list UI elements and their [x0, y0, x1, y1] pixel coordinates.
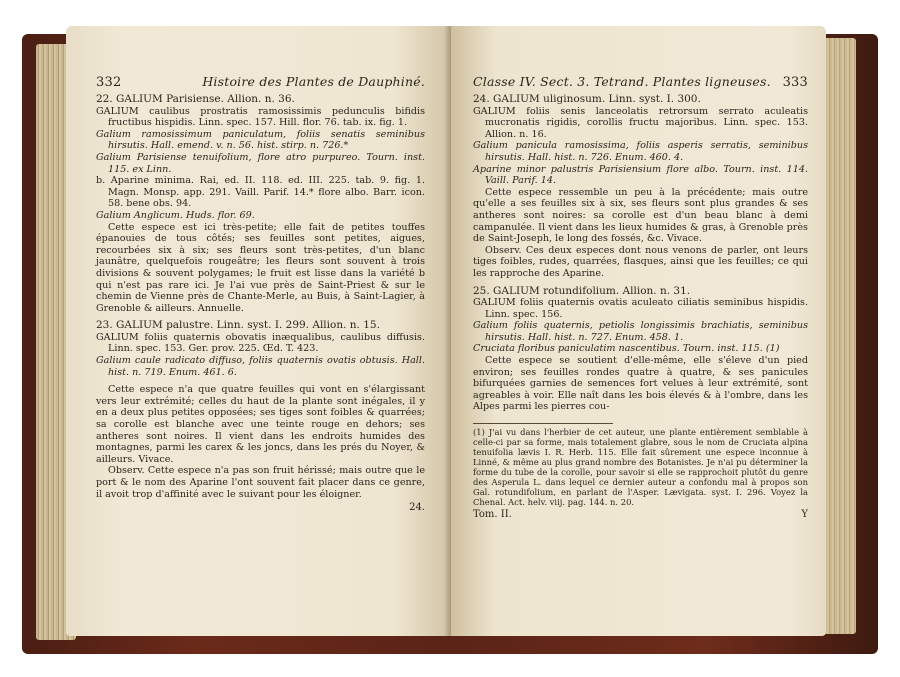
observation-paragraph: Observ. Ces deux especes dont nous venons de parler, ont leurs tiges foibles, rudes, quarrées, flasques, ainsi que les feuilles; ce qui les rapproche des Aparine. [473, 244, 808, 279]
entry-heading: 23. GALIUM palustre. Linn. syst. I. 299. Allion. n. 15. [96, 319, 380, 332]
signature-line [473, 509, 808, 521]
left-page-text [96, 94, 425, 514]
description-paragraph: Cette espece n'a que quatre feuilles qui vont en s'élargissant vers leur extrémité; celles du haut de la plante sont inégales, il y en a deux plus petites opposées; ses tiges sont foibles & quarrées; sa corolle est blanche avec une teinte rouge en dehors; ses antheres sont noires. Il vient dans les endroits humides des montagnes, parmi les carex & les joncs, dans les prés du Noyer, & ailleurs. Vivace. [96, 384, 425, 465]
synonym-line: Galium panicula ramosissima, foliis asperis serratis, seminibus hirsutis. Hall. hist. n. 726. Enum. 460. 4. [473, 140, 808, 163]
right-running-title: Classe IV. Sect. 3. Tetrand. Plantes ligneuses. [473, 74, 771, 89]
description-paragraph: Cette espece est ici très-petite; elle fait de petites touffes épanouies de tous côtés; ses feuilles sont petites, aigues, recourbées six à six; ses fleurs sont très-petites, d'un blanc jaunâtre, quelquefois rougeâtre; les fleurs sont souvent à trois divisions & souvent polygames; le fruit est lisse dans la variété b qui n'est pas rare ici. Je l'ai vue près de Saint-Priest & sur le chemin de Vienne près de Chante-Merle, au Buis, à Saint-Lagier, à Grenoble & ailleurs. Annuelle. [96, 221, 425, 314]
synonym-line: GALIUM foliis quaternis obovatis inæqualibus, caulibus diffusis. Linn. spec. 153. Ger. prov. 225. Œd. T. 423. [96, 331, 425, 355]
footnote-rule [473, 423, 613, 424]
entry-heading: 25. GALIUM rotundifolium. Allion. n. 31. [473, 284, 691, 297]
synonym-line: Cruciata floribus paniculatim nascentibus. Tourn. inst. 115. (1) [473, 343, 780, 355]
right-page-text [473, 94, 808, 521]
footnote [473, 427, 808, 507]
synonym-line: Galium Anglicum. Huds. flor. 69. [96, 209, 255, 221]
synonym-line: Galium Parisiense tenuifolium, flore atro purpureo. Tourn. inst. 115. ex Linn. [96, 151, 425, 175]
description-paragraph: Cette espece se soutient d'elle-même, elle s'éleve d'un pied environ; ses feuilles rondes quatre à quatre, & ses panicules bifurquées garnies de semences fort velues à leur extrémité, sont agreables à voir. Elle naît dans les bois élevés & à l'ombre, dans les Alpes parmi les pierres cou- [473, 355, 808, 413]
entry-heading: 24. GALIUM uliginosum. Linn. syst. I. 300. [473, 93, 701, 105]
catchword: 24. [409, 502, 425, 514]
synonym-line: GALIUM foliis quaternis ovatis aculeato ciliatis seminibus hispidis. Linn. spec. 156. [473, 297, 808, 320]
left-running-head [96, 74, 425, 90]
right-page [451, 26, 826, 636]
synonym-line: Galium caule radicato diffuso, foliis quaternis ovatis obtusis. Hall. hist. n. 719. Enum. 461. 6. [96, 355, 425, 378]
synonym-line: GALIUM foliis senis lanceolatis retrorsum serrato aculeatis mucronatis rigidis, corollis fructu majoribus. Linn. spec. 153. Allion. n. 16. [473, 105, 808, 140]
left-page [66, 26, 451, 636]
synonym-line: Galium foliis quaternis, petiolis longissimis brachiatis, seminibus hirsutis. Hall. hist. n. 727. Enum. 458. 1. [473, 320, 808, 343]
right-running-head [473, 74, 808, 90]
left-page-number: 332 [96, 75, 122, 90]
observation-paragraph: Observ. Cette espece n'a pas son fruit hérissé; mais outre que le port & le nom des Aparine l'ont souvent fait placer dans ce genre, il avoit trop d'affinité avec le suivant pour les éloigner. [96, 465, 425, 500]
right-page-number: 333 [782, 75, 808, 90]
description-paragraph: Cette espece ressemble un peu à la précédente; mais outre qu'elle a ses feuilles six à six, ses fleurs sont plus grandes & ses antheres sont noires: sa corolle est d'un beau blanc à demi campanulée. Il vient dans les lieux humides & gras, à Grenoble près de Saint-Joseph, le long des fossés, &c. Vivace. [473, 186, 808, 245]
synonym-line: Aparine minor palustris Parisiensium flore albo. Tourn. inst. 114. Vaill. Parif. 14. [473, 163, 808, 187]
left-running-title: Histoire des Plantes de Dauphiné. [202, 74, 425, 89]
synonym-line: Galium ramosissimum paniculatum, foliis senatis seminibus hirsutis. Hall. emend. v. n. 56. hist. stirp. n. 726.* [96, 128, 425, 152]
volume-signature: Tom. II. [473, 509, 512, 521]
entry-heading: 22. GALIUM Parisiense. Allion. n. 36. [96, 93, 295, 105]
footnote-text: (1) J'ai vu dans l'herbier de cet auteur, une plante entièrement semblable à celle-ci par sa forme, mais totalement glabre, sous le nom de Cruciata alpina tenuifolia lævis I. R. Herb. 115. Elle fait sûrement une espece inconnue à Linné, & même au plus grand nombre des Botanistes. Je n'ai pu déterminer la forme du tube de la corolle, pour savoir si elle se rapprochoit plutôt du genre des Asperula L. dans lequel ce dernier auteur a confondu mal à propos son Gal. rotundifolium, en parlant de l'Asper. Lævigata. syst. I. 296. Voyez la Chenal. Act. helv. viij. pag. 144. n. 20. [473, 427, 808, 508]
gathering-signature: Y [801, 509, 808, 521]
variety-line: b. Aparine minima. Rai, ed. II. 118. ed. III. 225. tab. 9. fig. 1. Magn. Monsp. app. 291. Vaill. Parif. 14.* flore albo. Barr. icon. 58. bene obs. 94. [96, 175, 425, 210]
synonym-line: GALIUM caulibus prostratis ramosissimis pedunculis bifidis fructibus hispidis. Linn. spec. 157. Hill. flor. 76. tab. ix. fig. 1. [96, 105, 425, 129]
